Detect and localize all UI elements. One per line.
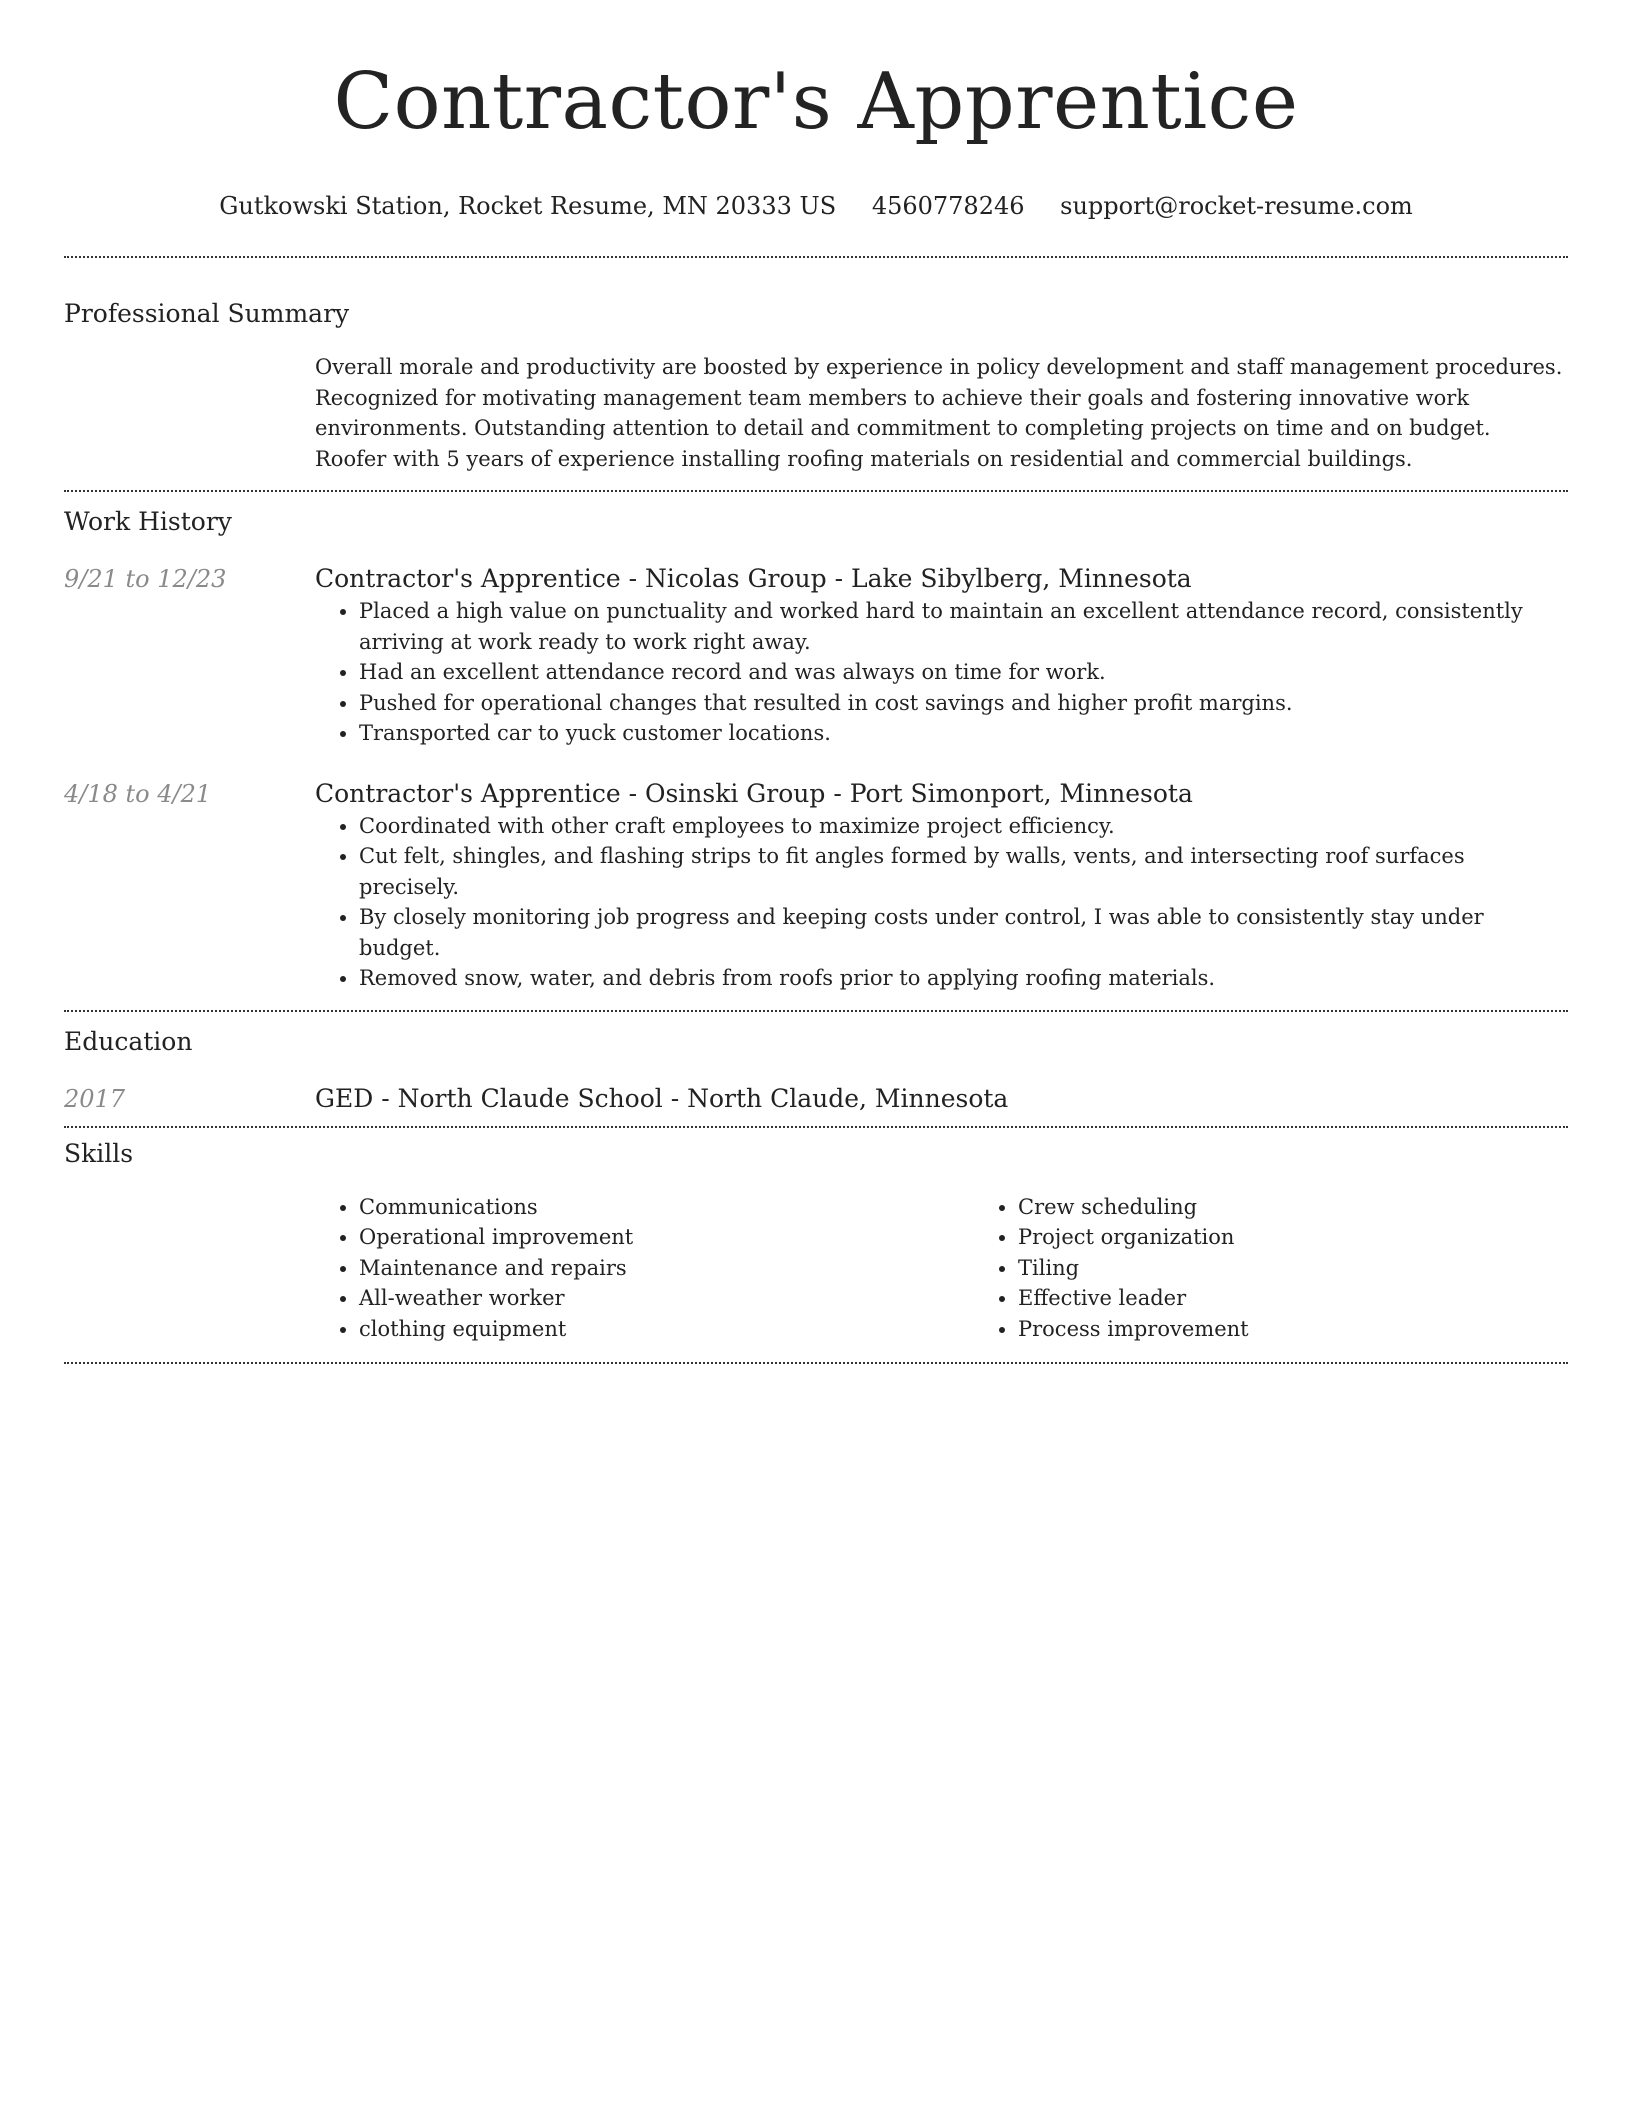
- skill-item: • Crew scheduling: [1018, 1192, 1632, 1223]
- job-heading: Contractor's Apprentice - Nicolas Group - Lake Sibylberg, Minnesota: [315, 564, 1192, 593]
- job-dates: 9/21 to 12/23: [64, 565, 227, 593]
- skills-column-left: [315, 1192, 974, 1345]
- work-history-section: [64, 492, 1568, 1010]
- list-item: • Cut felt, shingles, and flashing strips to fit angles formed by walls, vents, and intersecting roof surfaces precisely.: [359, 841, 1568, 902]
- skills-heading: Skills: [64, 1138, 134, 1168]
- summary-text: Overall morale and productivity are boosted by experience in policy development and staff management procedures. Recognized for motivating management team members to achieve their goals and fostering innovative work environments. Outstanding attention to detail and commitment to completing projects on time and on budget. Roofer with 5 years of experience installing roofing materials on residential and commercial buildings.: [315, 355, 1563, 471]
- list-item: • Had an excellent attendance record and was always on time for work.: [359, 657, 1568, 688]
- job-dates: 4/18 to 4/21: [64, 779, 212, 808]
- skill-item: • Effective leader: [1018, 1283, 1632, 1314]
- contact-line: [64, 190, 1568, 222]
- list-item: • Coordinated with other craft employees to maximize project efficiency.: [359, 811, 1568, 842]
- summary-heading: Professional Summary: [64, 299, 350, 328]
- job-entry: [64, 562, 1568, 749]
- summary-section: [64, 258, 1568, 474]
- education-entry: [64, 1082, 1568, 1116]
- skill-item: • Maintenance and repairs: [359, 1253, 974, 1284]
- contact-email: support@rocket-resume.com: [1060, 192, 1413, 220]
- job-bullets: [315, 811, 1568, 994]
- list-item: • Removed snow, water, and debris from roofs prior to applying roofing materials.: [359, 963, 1568, 994]
- contact-address: Gutkowski Station, Rocket Resume, MN 20333 US: [219, 192, 837, 220]
- list-item: • Pushed for operational changes that resulted in cost savings and higher profit margins.: [359, 688, 1568, 719]
- skill-item: • Communications: [359, 1192, 974, 1223]
- education-heading: Education: [64, 1026, 193, 1056]
- skills-list: [315, 1192, 1632, 1345]
- skill-item: • clothing equipment: [359, 1314, 974, 1345]
- education-heading-text: GED - North Claude School - North Claude, Minnesota: [315, 1083, 1009, 1113]
- education-section: [64, 1012, 1568, 1116]
- work-history-heading: Work History: [64, 507, 232, 536]
- resume-name: Contractor's Apprentice: [333, 57, 1299, 147]
- contact-phone: 4560778246: [871, 192, 1025, 220]
- skill-item: • Process improvement: [1018, 1314, 1632, 1345]
- skill-item: • Project organization: [1018, 1222, 1632, 1253]
- skill-item: • Operational improvement: [359, 1222, 974, 1253]
- education-year: 2017: [64, 1084, 126, 1113]
- skill-item: • All-weather worker: [359, 1283, 974, 1314]
- list-item: • Transported car to yuck customer locations.: [359, 718, 1568, 749]
- job-bullets: [315, 596, 1568, 749]
- section-divider: [64, 1362, 1568, 1364]
- skill-item: • Tiling: [1018, 1253, 1632, 1284]
- list-item: • Placed a high value on punctuality and worked hard to maintain an excellent attendance record, consistently arriving at work ready to work right away.: [359, 596, 1568, 657]
- list-item: • By closely monitoring job progress and keeping costs under control, I was able to consistently stay under budget.: [359, 902, 1568, 963]
- job-heading: Contractor's Apprentice - Osinski Group - Port Simonport, Minnesota: [315, 778, 1193, 808]
- job-entry: [64, 777, 1568, 994]
- skills-section: [64, 1128, 1568, 1345]
- skills-column-right: [974, 1192, 1632, 1345]
